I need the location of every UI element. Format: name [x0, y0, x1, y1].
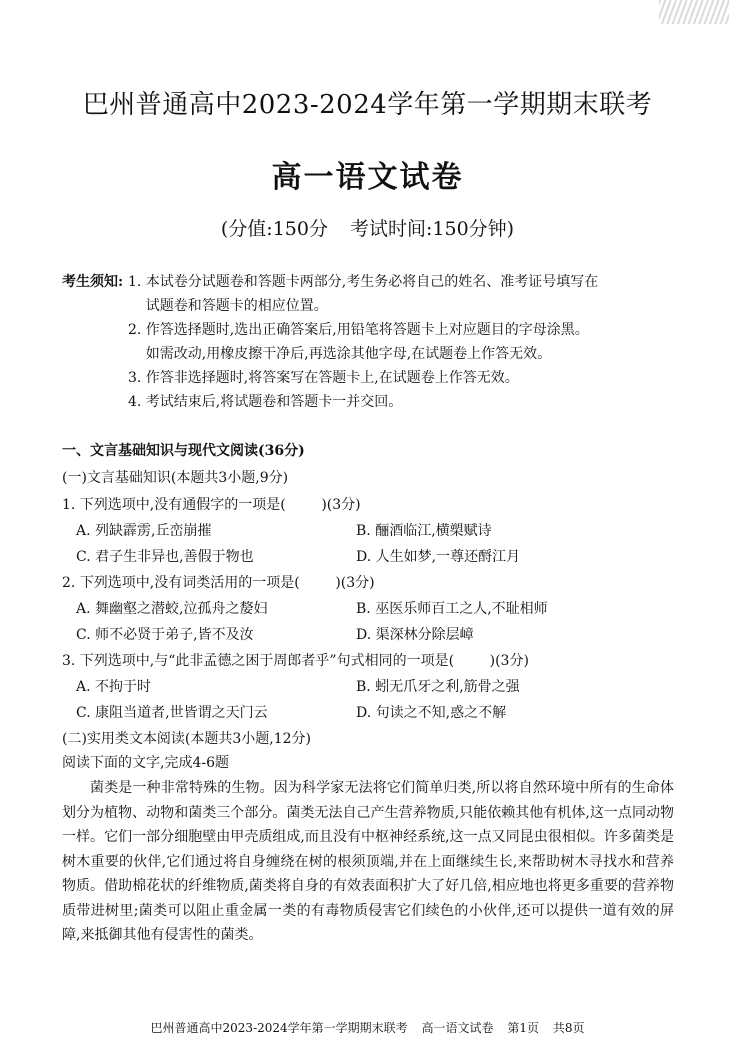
footer-page: 第1页 — [507, 1021, 539, 1035]
q3-option-c: C. 康阻当道者,世皆谓之天门云 — [76, 705, 268, 721]
q2-option-c: C. 师不必贤于弟子,皆不及汝 — [76, 627, 254, 643]
q3-option-b: B. 蚓无爪牙之利,筋骨之强 — [356, 679, 520, 695]
time-info: 考试时间:150分钟) — [350, 218, 515, 240]
part1-title: (一)文言基础知识(本题共3小题,9分) — [62, 470, 289, 486]
section-title: 一、文言基础知识与现代文阅读(36分) — [62, 443, 305, 459]
footer-total: 共8页 — [552, 1021, 585, 1035]
exam-meta — [0, 214, 735, 241]
footer-school: 巴州普通高中2023-2024学年第一学期期末联考 — [150, 1021, 408, 1035]
q2-option-a: A. 舞幽壑之潜蛟,泣孤舟之嫠妇 — [76, 601, 268, 617]
q2-option-d: D. 渠深林分除层嶂 — [356, 627, 474, 643]
notice-line: 试题卷和答题卡的相应位置。 — [128, 298, 328, 314]
q1-stem: 1. 下列选项中,没有通假字的一项是( )(3分) — [62, 497, 361, 513]
notice-list — [128, 270, 688, 414]
notice-line: 1. 本试卷分试题卷和答题卡两部分,考生务必将自己的姓名、准考证号填写在 — [128, 274, 599, 290]
page-footer — [0, 1019, 735, 1036]
q1-option-b: B. 酾酒临江,横槊赋诗 — [356, 523, 492, 539]
reading-instruction: 阅读下面的文字,完成4-6题 — [62, 755, 229, 771]
q3-stem: 3. 下列选项中,与“此非孟德之困于周郎者乎”句式相同的一项是( )(3分) — [62, 653, 529, 669]
school-title: 巴州普通高中2023-2024学年第一学期期末联考 — [82, 90, 653, 120]
notice-line: 2. 作答选择题时,选出正确答案后,用铅笔将答题卡上对应题目的字母涂黑。 — [128, 322, 589, 338]
score-info: (分值:150分 — [220, 218, 328, 240]
notice-label: 考生须知: — [62, 274, 124, 290]
notice-line: 4. 考试结束后,将试题卷和答题卡一并交回。 — [128, 394, 403, 410]
notice-line: 如需改动,用橡皮擦干净后,再选涂其他字母,在试题卷上作答无效。 — [128, 346, 552, 362]
part2-title: (二)实用类文本阅读(本题共3小题,12分) — [62, 731, 312, 747]
q1-option-d: D. 人生如梦,一尊还酹江月 — [356, 549, 521, 565]
q3-option-d: D. 句读之不知,惑之不解 — [356, 705, 507, 721]
scan-artifact — [659, 0, 729, 24]
q1-option-c: C. 君子生非异也,善假于物也 — [76, 549, 254, 565]
q3-option-a: A. 不拘于时 — [76, 679, 152, 695]
q1-option-a: A. 列缺霹雳,丘峦崩摧 — [76, 523, 212, 539]
reading-passage: 菌类是一种非常特殊的生物。因为科学家无法将它们简单归类,所以将自然环境中所有的生命体划分为植物、动物和菌类三个部分。菌类无法自己产生营养物质,只能依赖其他有机体,这一点同动物一样。它们一部分细胞壁由甲壳质组成,而且没有中枢神经系统,这一点又同昆虫很相似。许多菌类是树木重要的伙伴,它们通过将自身缠绕在树的根须顶端,并在上面继续生长,来帮助树木寻找水和营养物质。借助棉花状的纤维物质,菌类将自身的有效表面积扩大了好几倍,相应地也将更多重要的营养物质带进树里;菌类可以阻止重金属一类的有毒物质侵害它们续色的小伙伴,还可以提供一道有效的屏障,来抵御其他有侵害性的菌类。 — [62, 780, 674, 943]
q2-option-b: B. 巫医乐师百工之人,不耻相师 — [356, 601, 548, 617]
exam-title: 高一语文试卷 — [271, 160, 464, 195]
footer-subject: 高一语文试卷 — [421, 1021, 494, 1035]
notice-line: 3. 作答非选择题时,将答案写在答题卡上,在试题卷上作答无效。 — [128, 370, 519, 386]
q2-stem: 2. 下列选项中,没有词类活用的一项是( )(3分) — [62, 575, 375, 591]
